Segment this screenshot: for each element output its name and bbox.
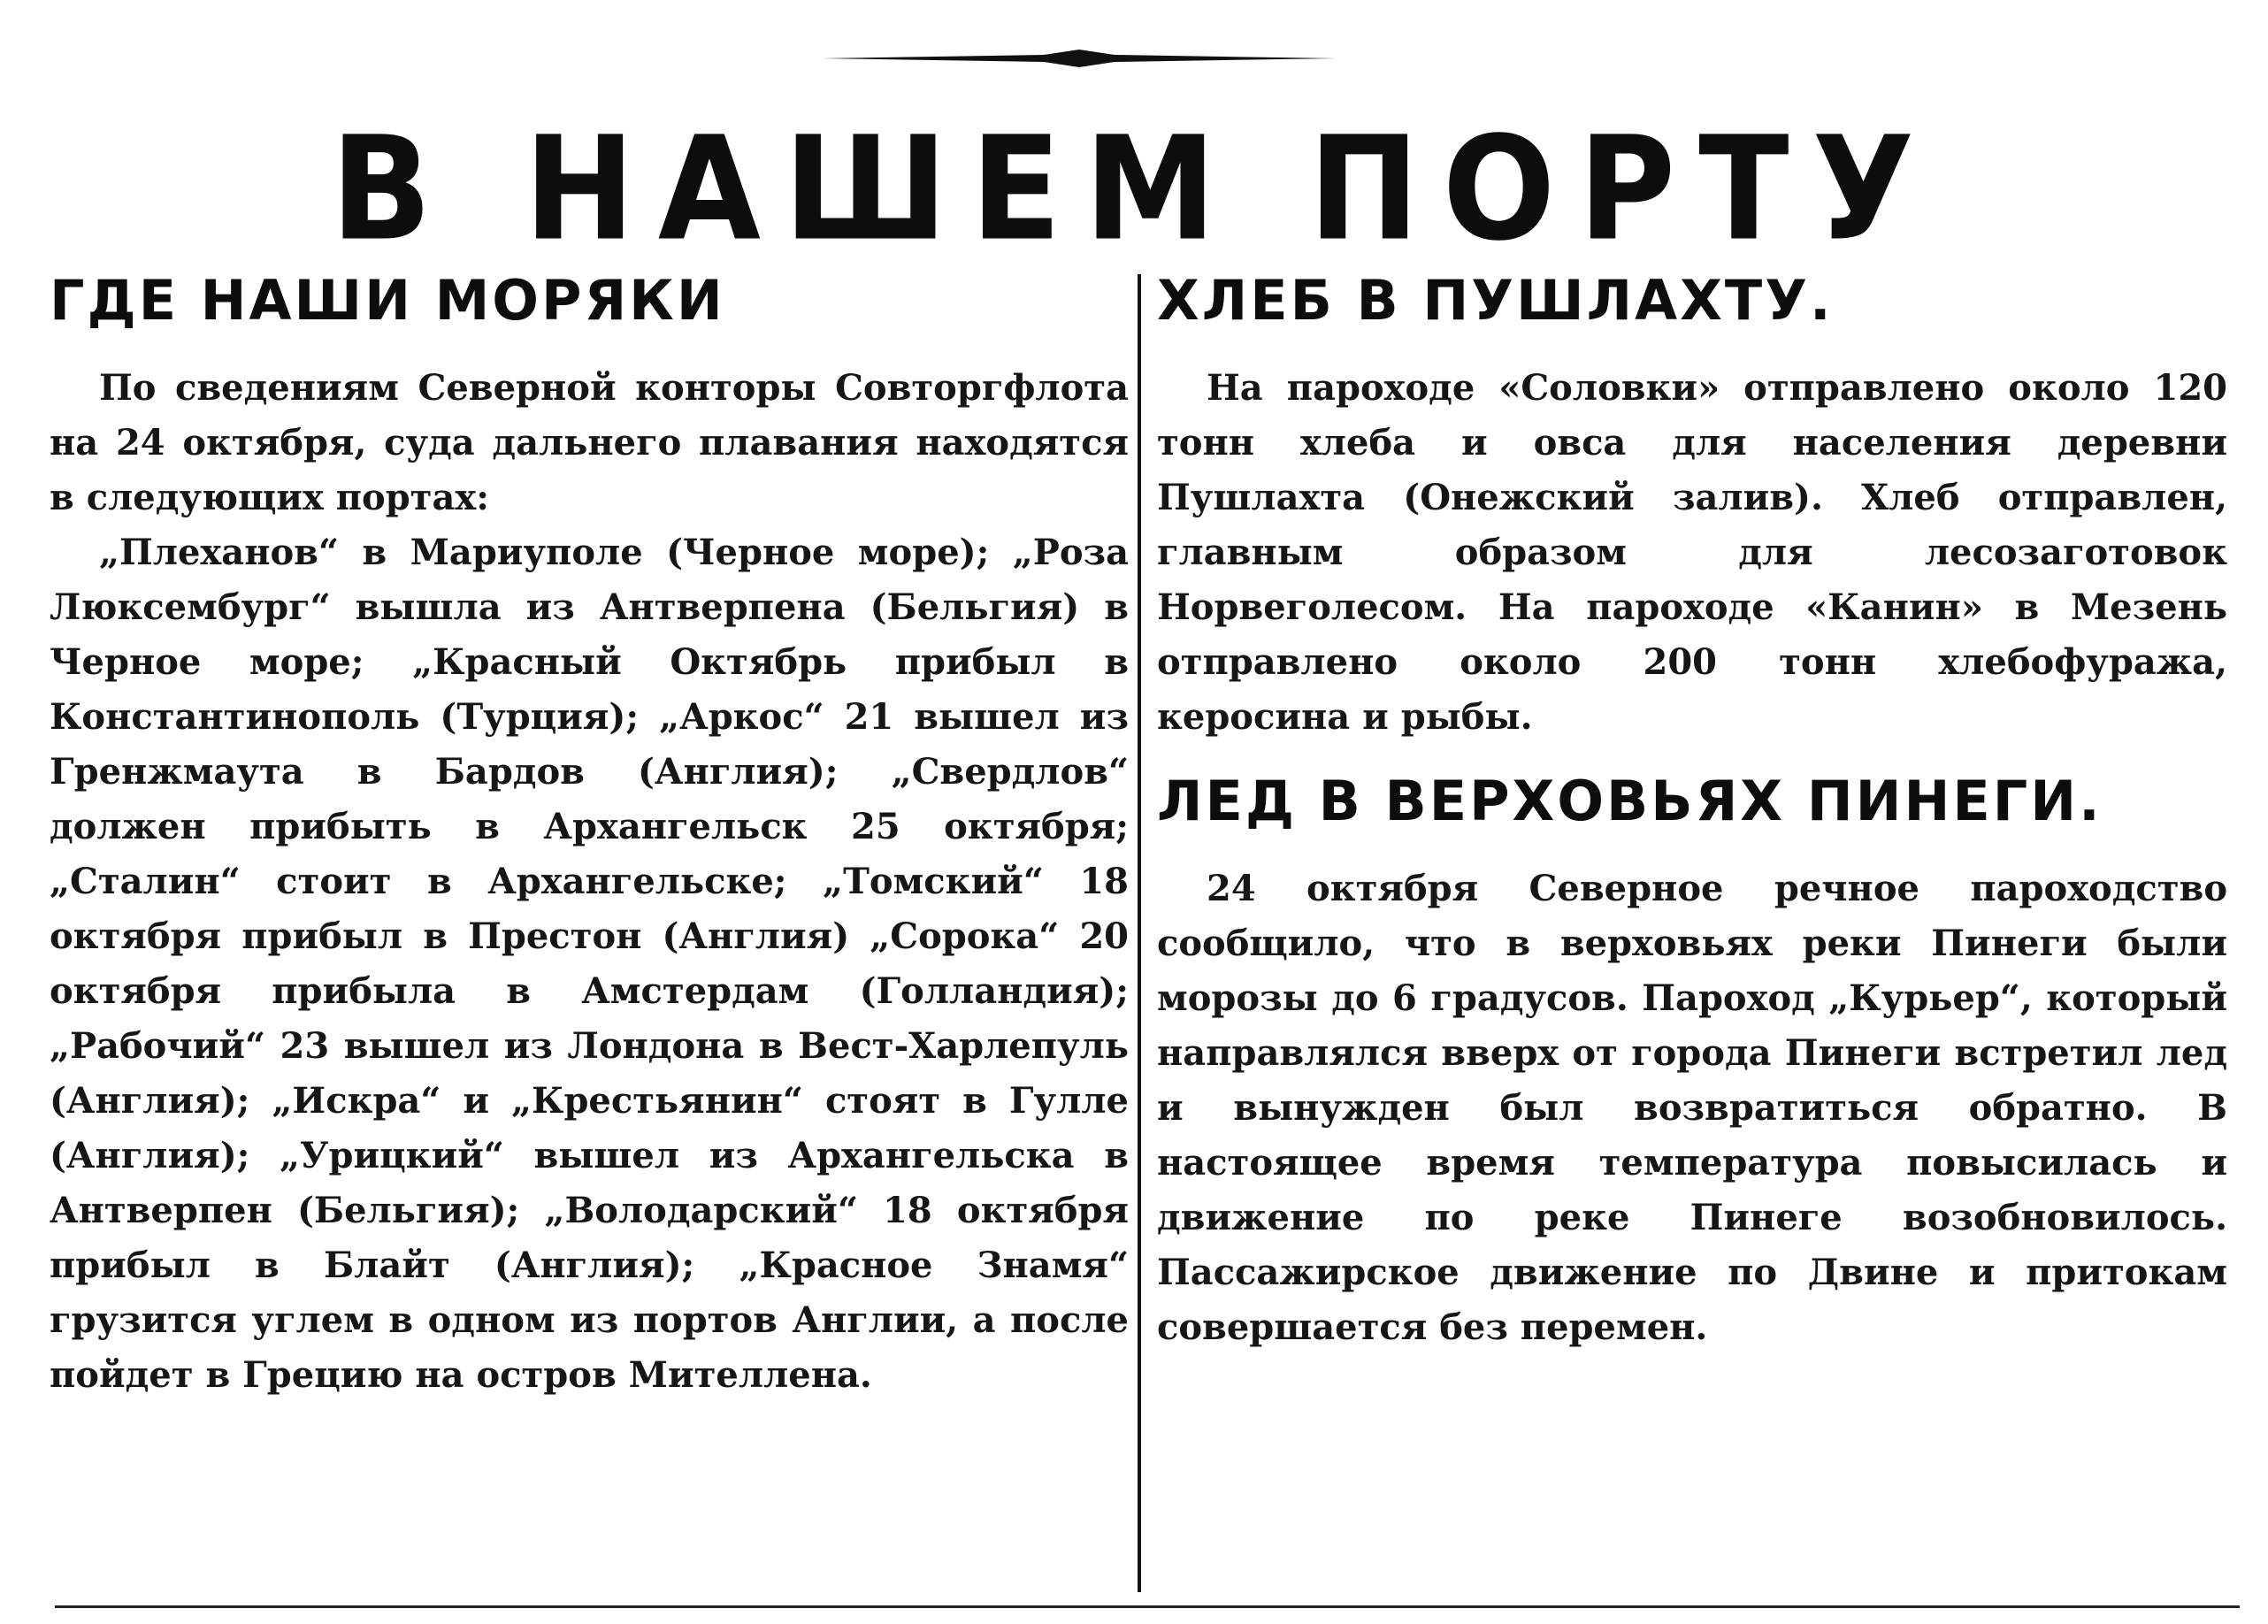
right-column: [1157, 265, 2227, 1355]
article-headline-bread: ХЛЕБ В ПУШЛАХТУ.: [1157, 268, 1834, 333]
article-headline-sailors: ГДЕ НАШИ МОРЯКИ: [50, 268, 725, 333]
bottom-rule: [55, 1605, 2240, 1608]
article-paragraph-intro: По сведениям Северной конторы Совторгфлота на 24 октября, суда дальнего плавания находятся в следующих портах:: [50, 367, 1129, 518]
article-headline-ice: ЛЕД В ВЕРХОВЬЯХ ПИНЕГИ.: [1157, 769, 2103, 833]
article-paragraph-ice: 24 октября Северное речное пароходство сообщило, что в верховьях реки Пинеги были морозы до 6 градусов. Пароход „Курьер“, который направлялся вверх от города Пинеги встретил лед и вынужден был возвратиться обратно. В настоящее время температура повысилась и движение по реке Пинеге возобновилось. Пассажирское движение по Двине и притокам совершается без перемен.: [1157, 868, 2227, 1348]
article-paragraph-bread: На пароходе «Соловки» отправлено около 120 тонн хлеба и овса для населения деревни Пушлахта (Онежский залив). Хлеб отправлен, главным образом для лесозаготовок Норвеголесом. На пароходе «Канин» в Мезень отправлено около 200 тонн хлебофуража, керосина и рыбы.: [1157, 367, 2227, 738]
ornamental-rule: [823, 50, 1336, 67]
column-divider: [1138, 274, 1141, 1592]
article-paragraph-ships: „Плеханов“ в Мариуполе (Черное море); „Роза Люксембург“ вышла из Антверпена (Бельгия) в Черное море; „Красный Октябрь прибыл в Константинополь (Турция); „Аркос“ 21 вышел из Гренжмаута в Бардов (Англия); „Свердлов“ должен прибыть в Архангельск 25 октября; „Сталин“ стоит в Архангельске; „Томский“ 18 октября прибыл в Престон (Англия) „Сорока“ 20 октября прибыла в Амстердам (Голландия); „Рабочий“ 23 вышел из Лондона в Вест-Харлепуль (Англия); „Искра“ и „Крестьянин“ стоят в Гулле (Англия); „Урицкий“ вышел из Архангельска в Антверпен (Бельгия); „Володарский“ 18 октября прибыл в Блайт (Англия); „Красное Знамя“ грузится углем в одном из портов Англии, а после пойдет в Грецию на остров Мителлена.: [50, 532, 1129, 1396]
left-column: [50, 265, 1129, 1403]
page-title: В НАШЕМ ПОРТУ: [330, 106, 1938, 273]
